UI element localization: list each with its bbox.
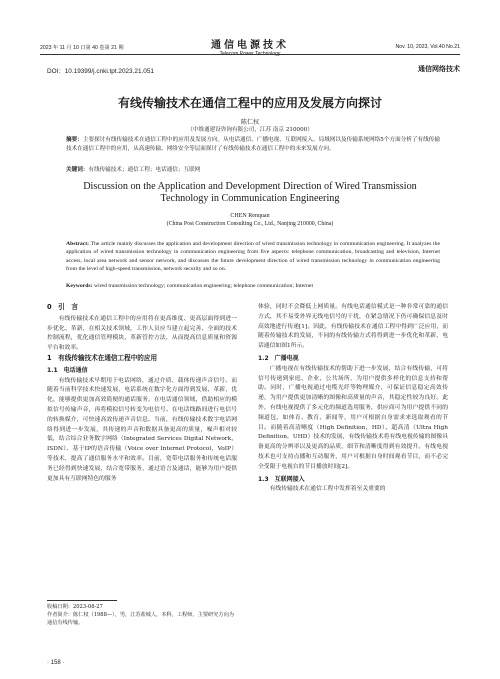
affiliation-en: (China Post Construction Consulting Co., Ltd., Nanjing 210000, China) bbox=[166, 221, 334, 227]
abstract-zh-text: 主要探讨有线传输技术在通信工程中的应用及发展方向。从电话通信、广播电视、互联网接入、局域网以及传输系统网络5个方面分析了有线传输技术在通信工程中的应用，从高速传输、网络安全等层面探讨了有线传输技术在通信工程中的未来发展方向。 bbox=[66, 137, 440, 153]
footnote bbox=[47, 603, 237, 627]
abstract-en bbox=[66, 240, 440, 274]
body-column-right bbox=[258, 303, 448, 495]
abstract-zh-label: 摘要： bbox=[66, 137, 83, 143]
abstract-en-label: Abstract: bbox=[66, 241, 90, 247]
paper-title-en: Discussion on the Application and Development Direction of Wired Transmission Technology in Communication Engineering bbox=[83, 181, 417, 205]
paragraph-1-1: 有线传输技术早期用于电话网络，通过介质、载体传递声音信号。而随着当前科学技术快速发展，电话系统在数字化方面得到发展、革新，优化，能够提供更加高效简便的通话服务。在电话通信领域，借助相应的模拟信号传输声音，再将模拟信号转变为电信号。在电话线路间进行电信号的转换媒介，可快速高效传递声音信息。当前，有线传输技术数字电话网络得到进一步发展，其传递的声音和数据具备更高的质量，噪声相对较低，结合综合业务数字网络（Integrated Services Digital Network，ISDN）、基于IP的语音传输（Voice over Internet Protocol，VoIP）等技术，提高了通信服务水平和效率。目前，宽带电话服务和传统电话服务已经得到快速发展，结合宽带服务，通过语言及通话，能够为用户提供更加具有互联网特色的服务 bbox=[47, 377, 237, 482]
abstract-zh bbox=[66, 136, 440, 154]
section-heading-intro: 0 引 言 bbox=[47, 303, 78, 311]
keywords-zh-text: 有线传输技术；通信工程；电话通信；互联网 bbox=[88, 167, 201, 173]
footnote-author-bio: 作者简介：陈仁权（1988—），男，江苏盐城人，本科，工程师，主要研究方向为通信有线传输。 bbox=[47, 612, 234, 626]
header-volume: Nov. 10, 2023, Vol.40 No.21 bbox=[395, 44, 460, 50]
keywords-en-text: wired transmission technology; communication engineering; telephone communication; Internet bbox=[93, 283, 314, 289]
keywords-zh bbox=[66, 165, 440, 173]
doi: DOI：10.19399/j.cnki.tpt.2023.21.051 bbox=[47, 68, 154, 75]
keywords-en bbox=[66, 283, 440, 289]
paragraph-1-2: 广播电视在有线传输技术的帮助下进一步发展，结合有线传输，可将信号传递到家庭、企业、公共场所，为用户提供多样化的信息支持和帮助。同时，广播电视通过电缆光纤等物理媒介，可保证信息稳定高效传递，为用户提供更加清晰的图像和高质量的声音，其稳定性较为良好。此外，有线电视提供了多元化的频道选用服务，供应商可为用户提供不同的频道包，如体育、教育、新闻等，用户可根据自身需求来选取观看的节目。而随着高清晰度（High Definition，HD）、超高清（Ultra High Definition，UHD）技术的发展，有线传输技术将有线电视传输的图像具备更高的分辨率以及更高的品质，细节和清晰度得到有效提升。有线电视技术也可支持点播和互动服务，用户可根据自身时间观看节目，而不必完全受限于电视台的节目播放时间[2]。 bbox=[258, 365, 448, 470]
subsection-heading-1-1: 1.1 电话通信 bbox=[47, 366, 88, 374]
paragraph-continued: 体验，同时不会降低上网质量。有线电话通信模式是一种非常可靠的通信方式，其不易受外界无线电信号的干扰，在紧急情况下仍可确保信息及时高效地进行传递[1]。因此，有线传输技术在通信工程中得到广泛应用，而随着传输技术的发展，不同的有线传输方式将得到进一步优化和革新，电话通信如图1所示。 bbox=[258, 304, 448, 350]
abstract-en-text: The article mainly discusses the application and development direction of wired transmission technology in communication engineering. It analyzes the application of wired transmission technology in communication engineering from five aspects: telephone communication, broadcasting and television, Internet access, local area network and sensor network, and discusses the future development direction of wired transmission technology in communication engineering from the level of high-speed transmission, network security and so on. bbox=[66, 241, 440, 273]
author-zh: 陈仁权 bbox=[240, 119, 259, 126]
page-number: · 158 · bbox=[47, 660, 65, 666]
keywords-zh-label: 关键词： bbox=[66, 167, 89, 173]
paragraph-1-3: 有线传输技术在通信工程中发挥着至关重要的 bbox=[269, 486, 386, 493]
header-divider bbox=[40, 54, 460, 55]
header-issue-date: 2023 年 11 月 10 日第 40 卷第 21 期 bbox=[40, 45, 124, 51]
subsection-heading-1-2: 1.2 广播电视 bbox=[258, 354, 299, 362]
section-heading-1: 1 有线传输技术在通信工程中的应用 bbox=[47, 353, 158, 362]
body-column-left bbox=[47, 303, 237, 484]
paragraph-intro: 有线传输技术在通信工程中的应用将在更高维度、更高层面得到进一步优化、革新，在相关技术领域，工作人员应当建立起完善、全面的技术控制流程，优化通信管理模块，革新管控方法，从而提高信息质量和资源平台和效率。 bbox=[47, 315, 237, 352]
author-en: CHEN Renquan bbox=[230, 213, 270, 219]
subsection-heading-1-3: 1.3 互联网接入 bbox=[258, 475, 305, 483]
keywords-en-label: Keywords: bbox=[66, 283, 93, 289]
paper-title-zh: 有线传输技术在通信工程中的应用及发展方向探讨 bbox=[117, 96, 382, 110]
footnote-divider bbox=[47, 600, 117, 601]
journal-name-en: Telecom Power Technology bbox=[219, 51, 281, 57]
footnote-received: 收稿日期：2023-08-27 bbox=[47, 604, 103, 610]
affiliation-zh: （中维通建设咨询有限公司，江苏 南京 210000） bbox=[187, 127, 313, 133]
journal-logo: 通信电源技术 bbox=[211, 40, 289, 51]
section-tag: 通信网络技术 bbox=[418, 66, 460, 73]
